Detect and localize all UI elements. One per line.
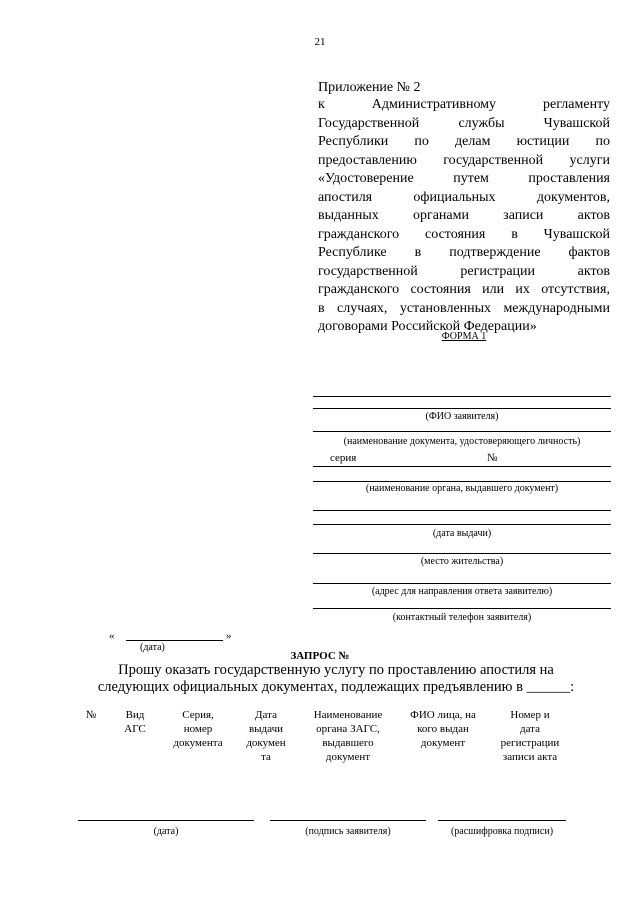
col-header-line: та — [261, 751, 271, 763]
appendix-line: Республики по делам юстиции по — [318, 134, 610, 149]
appendix-line: гражданского состояния или их отсутствия, — [318, 282, 610, 297]
col-record-number — [490, 708, 570, 764]
col-header-line: № — [85, 709, 97, 721]
appendix-line: Республике в подтверждение фактов — [318, 245, 610, 260]
series-line[interactable] — [313, 466, 611, 467]
col-header-line: Серия, — [182, 709, 214, 721]
fio-caption: (ФИО заявителя) — [425, 411, 499, 422]
fio-line-2[interactable] — [313, 408, 611, 409]
col-zags-name — [302, 708, 394, 764]
series-label: серия — [330, 452, 357, 464]
col-header-line: дата — [519, 723, 541, 735]
col-number — [78, 708, 104, 722]
request-line-1: Прошу оказать государственную услугу по проставлению апостиля на — [118, 662, 554, 678]
appendix-line: «Удостоверение путем проставления — [318, 171, 610, 186]
col-header-line: кого выдан — [417, 723, 469, 735]
col-header-line: АГС — [124, 723, 146, 735]
col-person-fio — [398, 708, 488, 750]
appendix-line: в случаях, установленных международными — [318, 300, 610, 316]
col-header-line: выдавшего — [322, 737, 374, 749]
col-header-line: Вид — [125, 709, 145, 721]
col-header-line: органа ЗАГС, — [316, 723, 380, 735]
issuer-line[interactable] — [313, 481, 611, 482]
col-issue-date — [238, 708, 294, 764]
appendix-title: Приложение № 2 — [318, 80, 421, 95]
number-label: № — [487, 452, 498, 464]
col-header-line: Номер и — [510, 709, 550, 721]
decode-caption: (расшифровка подписи) — [450, 826, 554, 837]
col-header-line: номер — [183, 723, 213, 735]
page-number: 21 — [314, 36, 326, 48]
decode-line[interactable] — [438, 820, 566, 821]
form-label: ФОРМА 1 — [441, 331, 487, 342]
request-line-2: следующих официальных документах, подлежащих предъявлению в ______: — [97, 679, 575, 695]
residence-caption: (место жительства) — [420, 556, 504, 567]
appendix-line: предоставлению государственной услуги — [318, 152, 610, 168]
col-header-line: Наименование — [313, 709, 383, 721]
phone-caption: (контактный телефон заявителя) — [392, 612, 532, 623]
issuer-caption: (наименование органа, выдавшего документ) — [365, 483, 559, 494]
issue-date-line-2[interactable] — [313, 524, 611, 525]
request-text — [86, 662, 586, 696]
col-header-line: документ — [420, 737, 466, 749]
appendix-line: Государственной службы Чувашской — [318, 115, 610, 131]
col-series-number — [166, 708, 230, 750]
fio-line-1[interactable] — [313, 396, 611, 397]
col-header-line: докумен — [246, 737, 286, 749]
residence-line[interactable] — [313, 553, 611, 554]
col-header-line: документ — [325, 751, 371, 763]
issue-date-caption: (дата выдачи) — [432, 528, 492, 539]
col-header-line: документа — [173, 737, 223, 749]
request-date-caption: (дата) — [140, 642, 165, 653]
signature-line[interactable] — [270, 820, 426, 821]
appendix-line: договорами Российской Федерации» — [318, 319, 537, 334]
address-caption: (адрес для направления ответа заявителю) — [371, 586, 553, 597]
appendix-line: государственной регистрации актов — [318, 263, 610, 279]
appendix-line: гражданского состояния в Чувашской — [318, 226, 610, 242]
id-doc-line[interactable] — [313, 431, 611, 432]
col-header-line: ФИО лица, на — [410, 709, 476, 721]
sign-date-caption: (дата) — [153, 826, 179, 837]
col-ags-type — [110, 708, 160, 736]
col-header-line: записи акта — [502, 751, 558, 763]
date-quote-close: » — [226, 630, 232, 642]
col-header-line: регистрации — [500, 737, 560, 749]
signature-caption: (подпись заявителя) — [305, 826, 391, 837]
date-quote-open: « — [109, 630, 115, 642]
appendix-line: выданных органами записи актов — [318, 208, 610, 223]
id-doc-caption: (наименование документа, удостоверяющего личность) — [343, 436, 581, 447]
col-header-line: Дата — [255, 709, 277, 721]
appendix-body — [318, 96, 610, 337]
col-header-line: выдачи — [248, 723, 284, 735]
issue-date-line-1[interactable] — [313, 510, 611, 511]
address-line[interactable] — [313, 583, 611, 584]
appendix-line: апостиля официальных документов, — [318, 189, 610, 205]
phone-line[interactable] — [313, 608, 611, 609]
sign-date-line[interactable] — [78, 820, 254, 821]
appendix-line: к Административному регламенту — [318, 97, 610, 112]
request-title: ЗАПРОС № — [290, 650, 350, 662]
request-date-line[interactable] — [126, 640, 223, 641]
